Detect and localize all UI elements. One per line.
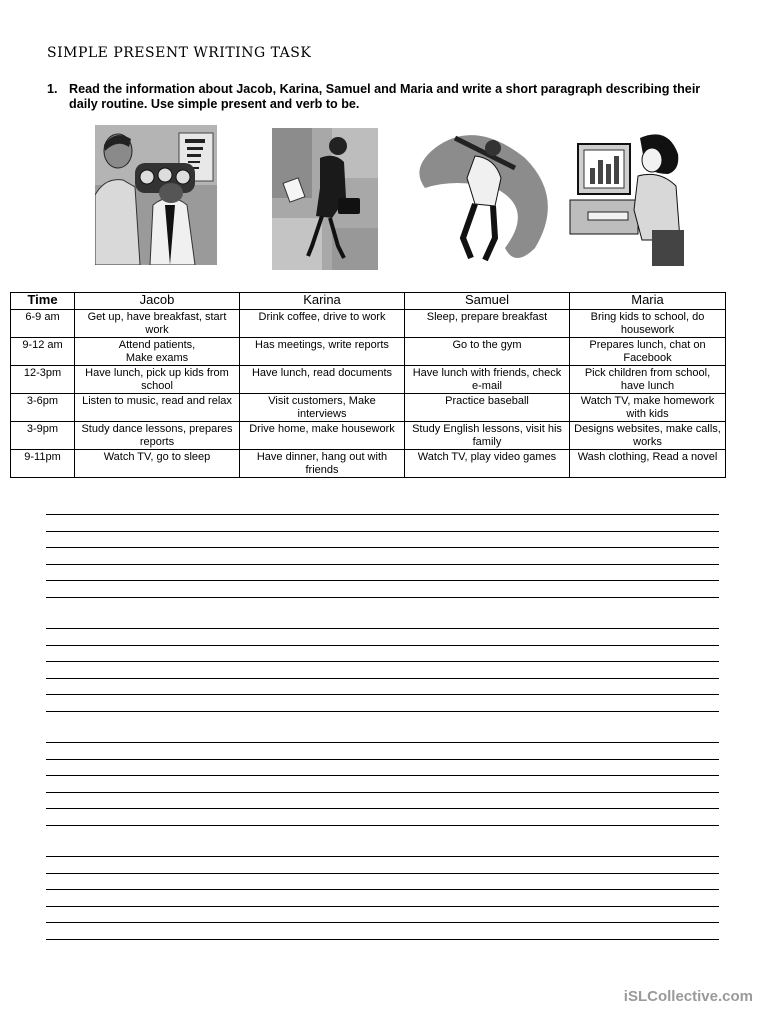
task-text: Read the information about Jacob, Karina, Samuel and Maria and write a short paragraph describing their daily routine. Use simple present and verb to be. <box>69 82 701 111</box>
table-cell: Designs websites, make calls, works <box>570 422 726 450</box>
table-cell: Bring kids to school, do housework <box>570 310 726 338</box>
writing-line[interactable] <box>46 645 719 646</box>
table-row <box>11 394 726 422</box>
table-cell: Watch TV, go to sleep <box>75 450 240 478</box>
writing-line[interactable] <box>46 792 719 793</box>
table-row <box>11 338 726 366</box>
writing-line[interactable] <box>46 661 719 662</box>
table-cell: Get up, have breakfast, start work <box>75 310 240 338</box>
header-karina: Karina <box>240 293 405 310</box>
table-cell: Sleep, prepare breakfast <box>405 310 570 338</box>
writing-line[interactable] <box>46 628 719 629</box>
table-cell: Pick children from school, have lunch <box>570 366 726 394</box>
writing-line[interactable] <box>46 856 719 857</box>
table-cell: Wash clothing, Read a novel <box>570 450 726 478</box>
time-cell: 9-11pm <box>11 450 75 478</box>
baseball-player-image <box>415 128 550 268</box>
illustrations <box>0 125 768 270</box>
table-cell: Have dinner, hang out with friends <box>240 450 405 478</box>
table-row <box>11 422 726 450</box>
writing-line[interactable] <box>46 825 719 826</box>
time-cell: 3-6pm <box>11 394 75 422</box>
table-cell: Practice baseball <box>405 394 570 422</box>
watermark: iSLCollective.com <box>623 988 753 1005</box>
table-cell: Watch TV, play video games <box>405 450 570 478</box>
header-samuel: Samuel <box>405 293 570 310</box>
table-cell: Has meetings, write reports <box>240 338 405 366</box>
time-cell: 12-3pm <box>11 366 75 394</box>
time-cell: 9-12 am <box>11 338 75 366</box>
writing-line[interactable] <box>46 873 719 874</box>
writing-line[interactable] <box>46 694 719 695</box>
task-instruction <box>47 82 727 112</box>
table-cell: Listen to music, read and relax <box>75 394 240 422</box>
header-time: Time <box>11 293 75 310</box>
worksheet-title: SIMPLE PRESENT WRITING TASK <box>47 45 312 61</box>
table-cell: Prepares lunch, chat on Facebook <box>570 338 726 366</box>
time-cell: 3-9pm <box>11 422 75 450</box>
table-row <box>11 310 726 338</box>
table-cell: Study dance lessons, prepares reports <box>75 422 240 450</box>
table-cell: Have lunch with friends, check e-mail <box>405 366 570 394</box>
writing-line[interactable] <box>46 742 719 743</box>
writing-line[interactable] <box>46 808 719 809</box>
writing-line[interactable] <box>46 564 719 565</box>
writing-line[interactable] <box>46 547 719 548</box>
table-cell: Drive home, make housework <box>240 422 405 450</box>
businesswoman-image <box>272 128 378 270</box>
writing-line[interactable] <box>46 597 719 598</box>
writing-line[interactable] <box>46 514 719 515</box>
writing-line[interactable] <box>46 580 719 581</box>
table-cell: Attend patients, Make exams <box>75 338 240 366</box>
writing-line[interactable] <box>46 759 719 760</box>
table-cell: Watch TV, make homework with kids <box>570 394 726 422</box>
table-cell: Go to the gym <box>405 338 570 366</box>
writing-line[interactable] <box>46 922 719 923</box>
table-cell: Visit customers, Make interviews <box>240 394 405 422</box>
table-header-row <box>11 293 726 310</box>
table-row <box>11 366 726 394</box>
table-row <box>11 450 726 478</box>
time-cell: 6-9 am <box>11 310 75 338</box>
optometrist-image <box>95 125 217 265</box>
table-cell: Study English lessons, visit his family <box>405 422 570 450</box>
woman-at-computer-image <box>568 130 688 268</box>
task-number: 1. <box>47 82 58 96</box>
header-jacob: Jacob <box>75 293 240 310</box>
schedule-table <box>10 292 726 478</box>
writing-line[interactable] <box>46 678 719 679</box>
writing-line[interactable] <box>46 531 719 532</box>
table-cell: Have lunch, read documents <box>240 366 405 394</box>
table-cell: Drink coffee, drive to work <box>240 310 405 338</box>
header-maria: Maria <box>570 293 726 310</box>
writing-line[interactable] <box>46 889 719 890</box>
table-cell: Have lunch, pick up kids from school <box>75 366 240 394</box>
writing-line[interactable] <box>46 775 719 776</box>
writing-line[interactable] <box>46 906 719 907</box>
writing-line[interactable] <box>46 711 719 712</box>
writing-line[interactable] <box>46 939 719 940</box>
